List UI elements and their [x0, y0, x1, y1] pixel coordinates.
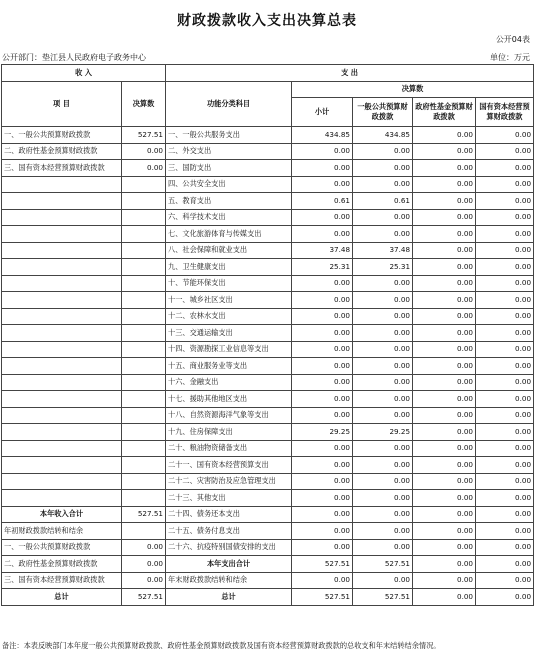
general-budget-cell: 0.00 — [353, 209, 413, 226]
fund-budget-cell: 0.00 — [413, 325, 476, 342]
form-number: 公开04表 — [495, 35, 530, 44]
income-item-cell — [2, 325, 122, 342]
function-item-cell: 九、卫生健康支出 — [166, 259, 292, 276]
subtotal-cell: 0.00 — [292, 275, 353, 292]
general-budget-cell: 527.51 — [353, 556, 413, 573]
final-group-header: 决算数 — [292, 81, 534, 98]
income-amount-cell: 527.51 — [122, 127, 166, 144]
table-row — [2, 160, 534, 177]
subtotal-cell: 527.51 — [292, 556, 353, 573]
function-item-cell: 十、节能环保支出 — [166, 275, 292, 292]
subtotal-cell: 0.00 — [292, 374, 353, 391]
function-item-cell: 八、社会保障和就业支出 — [166, 242, 292, 259]
table-row — [2, 325, 534, 342]
income-amount-cell — [122, 374, 166, 391]
income-amount-cell — [122, 457, 166, 474]
fund-budget-cell: 0.00 — [413, 341, 476, 358]
income-item-cell — [2, 308, 122, 325]
general-budget-header: 一般公共预算财政拨款 — [353, 98, 413, 127]
income-amount-cell: 0.00 — [122, 556, 166, 573]
general-budget-cell: 0.00 — [353, 457, 413, 474]
income-amount-cell: 0.00 — [122, 143, 166, 160]
fund-budget-cell: 0.00 — [413, 160, 476, 177]
income-item-cell — [2, 209, 122, 226]
fund-budget-cell: 0.00 — [413, 374, 476, 391]
function-item-cell: 二十一、国有资本经营预算支出 — [166, 457, 292, 474]
subtotal-cell: 29.25 — [292, 424, 353, 441]
state-capital-cell: 0.00 — [476, 292, 534, 309]
general-budget-cell: 0.00 — [353, 440, 413, 457]
table-row — [2, 308, 534, 325]
subtotal-cell: 0.00 — [292, 391, 353, 408]
income-amount-cell — [122, 176, 166, 193]
income-item-cell: 一、一般公共预算财政拨款 — [2, 127, 122, 144]
table-row — [2, 209, 534, 226]
income-item-cell — [2, 391, 122, 408]
function-item-cell: 四、公共安全支出 — [166, 176, 292, 193]
state-capital-cell: 0.00 — [476, 127, 534, 144]
fund-budget-cell: 0.00 — [413, 226, 476, 243]
function-item-cell: 十九、住房保障支出 — [166, 424, 292, 441]
table-row — [2, 572, 534, 589]
general-budget-cell: 0.00 — [353, 176, 413, 193]
income-header: 收 入 — [2, 65, 166, 82]
function-item-cell: 六、科学技术支出 — [166, 209, 292, 226]
function-item-cell: 二十四、债务还本支出 — [166, 506, 292, 523]
fund-budget-cell: 0.00 — [413, 358, 476, 375]
fund-budget-cell: 0.00 — [413, 308, 476, 325]
income-item-cell — [2, 473, 122, 490]
table-row — [2, 424, 534, 441]
income-amount-cell — [122, 440, 166, 457]
table-row — [2, 292, 534, 309]
subtotal-cell: 0.00 — [292, 358, 353, 375]
table-row — [2, 589, 534, 606]
table-row — [2, 556, 534, 573]
income-item-cell — [2, 193, 122, 210]
income-amount-cell — [122, 226, 166, 243]
state-capital-cell: 0.00 — [476, 506, 534, 523]
general-budget-cell: 0.00 — [353, 275, 413, 292]
table-row — [2, 143, 534, 160]
table-row — [2, 226, 534, 243]
department-label: 公开部门：垫江县人民政府电子政务中心 — [2, 53, 146, 62]
income-item-cell — [2, 242, 122, 259]
state-capital-cell: 0.00 — [476, 259, 534, 276]
function-item-cell: 十四、资源勘探工业信息等支出 — [166, 341, 292, 358]
table-body — [2, 127, 534, 606]
income-amount-cell — [122, 341, 166, 358]
general-budget-cell: 0.00 — [353, 539, 413, 556]
fund-budget-cell: 0.00 — [413, 556, 476, 573]
function-item-cell: 二十六、抗疫特别国债安排的支出 — [166, 539, 292, 556]
income-item-cell — [2, 259, 122, 276]
fund-budget-cell: 0.00 — [413, 391, 476, 408]
fund-budget-header: 政府性基金预算财政拨款 — [413, 98, 476, 127]
fund-budget-cell: 0.00 — [413, 292, 476, 309]
income-item-cell: 三、国有资本经营预算财政拨款 — [2, 572, 122, 589]
state-capital-cell: 0.00 — [476, 308, 534, 325]
state-capital-cell: 0.00 — [476, 143, 534, 160]
income-item-cell — [2, 341, 122, 358]
general-budget-cell: 0.00 — [353, 572, 413, 589]
general-budget-cell: 37.48 — [353, 242, 413, 259]
income-amount-cell — [122, 292, 166, 309]
subtotal-cell: 527.51 — [292, 589, 353, 606]
function-item-cell: 二十、粮油物资储备支出 — [166, 440, 292, 457]
subtotal-cell: 0.00 — [292, 407, 353, 424]
function-item-cell: 十六、金融支出 — [166, 374, 292, 391]
income-item-cell — [2, 176, 122, 193]
income-item-cell — [2, 490, 122, 507]
fund-budget-cell: 0.00 — [413, 259, 476, 276]
function-item-cell: 十二、农林水支出 — [166, 308, 292, 325]
income-amount-cell — [122, 209, 166, 226]
table-row — [2, 440, 534, 457]
table-row — [2, 127, 534, 144]
general-budget-cell: 0.00 — [353, 391, 413, 408]
fund-budget-cell: 0.00 — [413, 457, 476, 474]
subtotal-cell: 0.00 — [292, 473, 353, 490]
income-amount-cell: 0.00 — [122, 572, 166, 589]
subtotal-cell: 0.00 — [292, 308, 353, 325]
income-amount-cell — [122, 407, 166, 424]
subtotal-cell: 0.00 — [292, 523, 353, 540]
function-item-cell: 二、外交支出 — [166, 143, 292, 160]
income-item-cell: 一、一般公共预算财政拨款 — [2, 539, 122, 556]
table-row — [2, 407, 534, 424]
subtotal-cell: 0.00 — [292, 160, 353, 177]
function-item-cell: 十八、自然资源海洋气象等支出 — [166, 407, 292, 424]
income-amount-cell — [122, 358, 166, 375]
subtotal-cell: 0.00 — [292, 292, 353, 309]
final-amount-header: 决算数 — [122, 81, 166, 127]
state-capital-header: 国有资本经营预算财政拨款 — [476, 98, 534, 127]
state-capital-cell: 0.00 — [476, 242, 534, 259]
state-capital-cell: 0.00 — [476, 160, 534, 177]
table-row — [2, 391, 534, 408]
function-item-cell: 三、国防支出 — [166, 160, 292, 177]
income-amount-cell: 0.00 — [122, 539, 166, 556]
function-item-cell: 十七、援助其他地区支出 — [166, 391, 292, 408]
general-budget-cell: 0.00 — [353, 341, 413, 358]
table-row — [2, 275, 534, 292]
expense-header: 支 出 — [166, 65, 534, 82]
general-budget-cell: 0.00 — [353, 523, 413, 540]
general-budget-cell: 527.51 — [353, 589, 413, 606]
table-row — [2, 490, 534, 507]
income-item-cell: 总计 — [2, 589, 122, 606]
table-row — [2, 473, 534, 490]
state-capital-cell: 0.00 — [476, 490, 534, 507]
table-header — [2, 65, 534, 127]
fund-budget-cell: 0.00 — [413, 275, 476, 292]
general-budget-cell: 0.00 — [353, 407, 413, 424]
table-row — [2, 341, 534, 358]
fund-budget-cell: 0.00 — [413, 506, 476, 523]
income-amount-cell: 527.51 — [122, 506, 166, 523]
page-title: 财政拨款收入支出决算总表 — [177, 13, 357, 29]
income-amount-cell — [122, 275, 166, 292]
fund-budget-cell: 0.00 — [413, 209, 476, 226]
state-capital-cell: 0.00 — [476, 275, 534, 292]
fund-budget-cell: 0.00 — [413, 407, 476, 424]
fund-budget-cell: 0.00 — [413, 440, 476, 457]
subtotal-cell: 0.00 — [292, 176, 353, 193]
function-item-cell: 二十五、债务付息支出 — [166, 523, 292, 540]
income-item-cell: 二、政府性基金预算财政拨款 — [2, 143, 122, 160]
table-row — [2, 242, 534, 259]
state-capital-cell: 0.00 — [476, 473, 534, 490]
general-budget-cell: 434.85 — [353, 127, 413, 144]
state-capital-cell: 0.00 — [476, 407, 534, 424]
state-capital-cell: 0.00 — [476, 539, 534, 556]
state-capital-cell: 0.00 — [476, 589, 534, 606]
income-item-cell — [2, 358, 122, 375]
income-amount-cell: 0.00 — [122, 160, 166, 177]
budget-table — [1, 64, 534, 606]
income-item-cell — [2, 424, 122, 441]
fund-budget-cell: 0.00 — [413, 539, 476, 556]
subtotal-header: 小计 — [292, 98, 353, 127]
subtotal-cell: 434.85 — [292, 127, 353, 144]
function-item-cell: 年末财政拨款结转和结余 — [166, 572, 292, 589]
subtotal-cell: 0.00 — [292, 341, 353, 358]
income-item-cell: 二、政府性基金预算财政拨款 — [2, 556, 122, 573]
income-amount-cell — [122, 308, 166, 325]
subtotal-cell: 0.61 — [292, 193, 353, 210]
unit-label: 单位：万元 — [490, 53, 530, 62]
income-item-cell: 三、国有资本经营预算财政拨款 — [2, 160, 122, 177]
table-row — [2, 259, 534, 276]
fund-budget-cell: 0.00 — [413, 242, 476, 259]
function-item-cell: 一、一般公共服务支出 — [166, 127, 292, 144]
state-capital-cell: 0.00 — [476, 358, 534, 375]
general-budget-cell: 29.25 — [353, 424, 413, 441]
general-budget-cell: 0.61 — [353, 193, 413, 210]
state-capital-cell: 0.00 — [476, 391, 534, 408]
subtotal-cell: 0.00 — [292, 143, 353, 160]
state-capital-cell: 0.00 — [476, 226, 534, 243]
item-header: 项 目 — [2, 81, 122, 127]
state-capital-cell: 0.00 — [476, 176, 534, 193]
state-capital-cell: 0.00 — [476, 325, 534, 342]
subtotal-cell: 37.48 — [292, 242, 353, 259]
income-item-cell: 年初财政拨款结转和结余 — [2, 523, 122, 540]
income-amount-cell — [122, 259, 166, 276]
subtotal-cell: 0.00 — [292, 226, 353, 243]
income-item-cell — [2, 292, 122, 309]
fund-budget-cell: 0.00 — [413, 127, 476, 144]
general-budget-cell: 0.00 — [353, 358, 413, 375]
state-capital-cell: 0.00 — [476, 424, 534, 441]
fund-budget-cell: 0.00 — [413, 176, 476, 193]
fund-budget-cell: 0.00 — [413, 523, 476, 540]
subtotal-cell: 25.31 — [292, 259, 353, 276]
table-row — [2, 358, 534, 375]
income-item-cell: 本年收入合计 — [2, 506, 122, 523]
table-row — [2, 374, 534, 391]
income-item-cell — [2, 457, 122, 474]
general-budget-cell: 0.00 — [353, 473, 413, 490]
general-budget-cell: 0.00 — [353, 292, 413, 309]
state-capital-cell: 0.00 — [476, 440, 534, 457]
general-budget-cell: 0.00 — [353, 325, 413, 342]
function-item-cell: 二十二、灾害防治及应急管理支出 — [166, 473, 292, 490]
subtotal-cell: 0.00 — [292, 490, 353, 507]
func-item-header: 功能分类科目 — [166, 81, 292, 127]
income-item-cell — [2, 407, 122, 424]
fund-budget-cell: 0.00 — [413, 143, 476, 160]
subtotal-cell: 0.00 — [292, 209, 353, 226]
income-amount-cell — [122, 424, 166, 441]
subtotal-cell: 0.00 — [292, 572, 353, 589]
state-capital-cell: 0.00 — [476, 341, 534, 358]
income-amount-cell — [122, 193, 166, 210]
general-budget-cell: 0.00 — [353, 506, 413, 523]
fund-budget-cell: 0.00 — [413, 193, 476, 210]
subtotal-cell: 0.00 — [292, 506, 353, 523]
income-item-cell — [2, 374, 122, 391]
income-amount-cell: 527.51 — [122, 589, 166, 606]
income-amount-cell — [122, 523, 166, 540]
fund-budget-cell: 0.00 — [413, 589, 476, 606]
state-capital-cell: 0.00 — [476, 457, 534, 474]
income-amount-cell — [122, 242, 166, 259]
general-budget-cell: 0.00 — [353, 160, 413, 177]
general-budget-cell: 0.00 — [353, 308, 413, 325]
table-row — [2, 193, 534, 210]
general-budget-cell: 0.00 — [353, 490, 413, 507]
table-row — [2, 176, 534, 193]
function-item-cell: 十一、城乡社区支出 — [166, 292, 292, 309]
table-row — [2, 457, 534, 474]
function-item-cell: 二十三、其他支出 — [166, 490, 292, 507]
subtotal-cell: 0.00 — [292, 325, 353, 342]
footnote: 备注：本表反映部门本年度一般公共预算财政拨款、政府性基金预算财政拨款及国有资本经营预算财政拨款的总收支和年末结转结余情况。 — [2, 641, 441, 650]
dept-unit-line — [2, 52, 532, 63]
income-item-cell — [2, 275, 122, 292]
function-item-cell: 七、文化旅游体育与传媒支出 — [166, 226, 292, 243]
subtotal-cell: 0.00 — [292, 457, 353, 474]
general-budget-cell: 0.00 — [353, 226, 413, 243]
function-item-cell: 十三、交通运输支出 — [166, 325, 292, 342]
function-item-cell: 十五、商业服务业等支出 — [166, 358, 292, 375]
fund-budget-cell: 0.00 — [413, 490, 476, 507]
income-amount-cell — [122, 325, 166, 342]
income-item-cell — [2, 440, 122, 457]
state-capital-cell: 0.00 — [476, 572, 534, 589]
state-capital-cell: 0.00 — [476, 556, 534, 573]
function-item-cell: 五、教育支出 — [166, 193, 292, 210]
function-item-cell: 本年支出合计 — [166, 556, 292, 573]
fund-budget-cell: 0.00 — [413, 473, 476, 490]
general-budget-cell: 0.00 — [353, 143, 413, 160]
general-budget-cell: 0.00 — [353, 374, 413, 391]
income-amount-cell — [122, 391, 166, 408]
state-capital-cell: 0.00 — [476, 209, 534, 226]
fund-budget-cell: 0.00 — [413, 572, 476, 589]
table-row — [2, 523, 534, 540]
function-item-cell: 总计 — [166, 589, 292, 606]
subtotal-cell: 0.00 — [292, 539, 353, 556]
fund-budget-cell: 0.00 — [413, 424, 476, 441]
state-capital-cell: 0.00 — [476, 374, 534, 391]
table-row — [2, 539, 534, 556]
income-item-cell — [2, 226, 122, 243]
state-capital-cell: 0.00 — [476, 193, 534, 210]
state-capital-cell: 0.00 — [476, 523, 534, 540]
subtotal-cell: 0.00 — [292, 440, 353, 457]
income-amount-cell — [122, 490, 166, 507]
general-budget-cell: 25.31 — [353, 259, 413, 276]
table-row — [2, 506, 534, 523]
income-amount-cell — [122, 473, 166, 490]
